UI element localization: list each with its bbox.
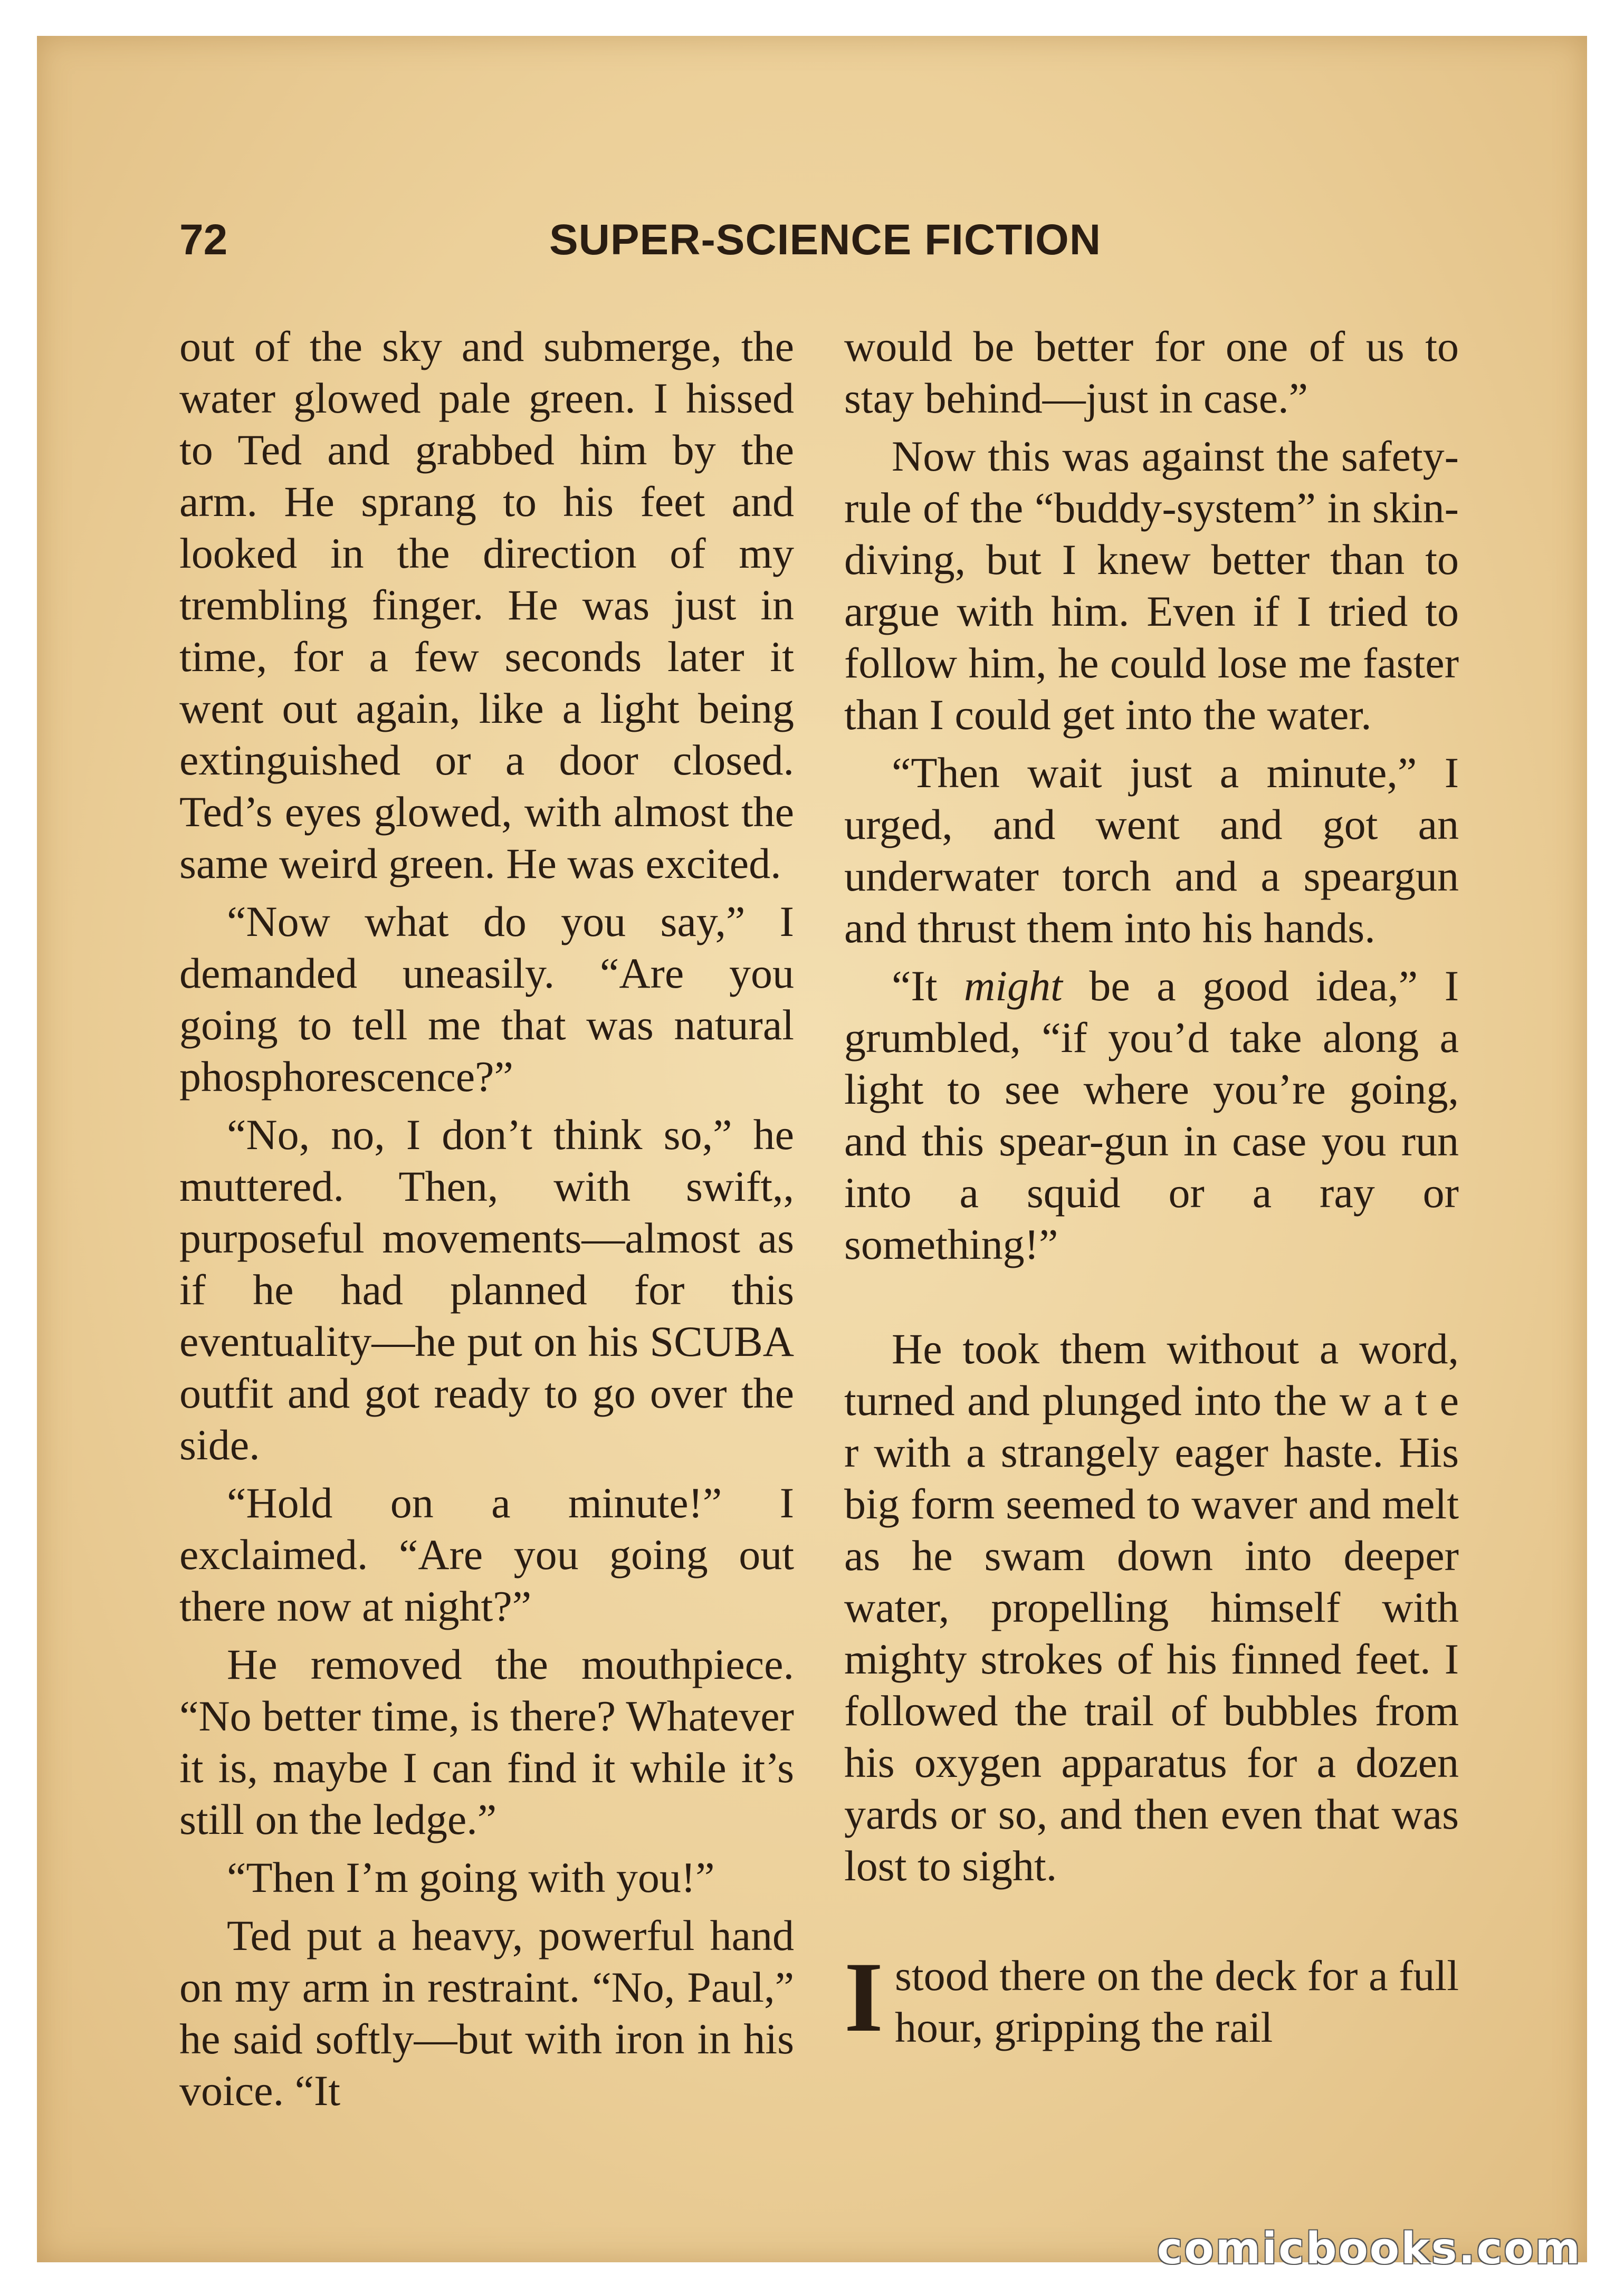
page-number: 72 [179, 216, 228, 264]
text-run: be a good idea,” I grumbled, “if you’d take along a light to see where you’re going, and this spear-gun in case you run into a squid or a ray or something!” [844, 962, 1459, 1268]
paragraph: “Then wait just a minute,” I urged, and went and got an underwater torch and a speargun and thrust them into his hands. [844, 749, 1459, 952]
paragraph [844, 1323, 1459, 1892]
paragraph: “Now what do you say,” I demanded uneasily. “Are you going to tell me that was natural phosphorescence?” [179, 897, 794, 1101]
running-head: SUPER-SCIENCE FICTION [549, 216, 1102, 264]
paragraph [844, 960, 1459, 1270]
text-run: with a strangely eager haste. His big form seemed to waver and melt as he swam down into deeper water, propelling himself with mighty strokes of his finned feet. I followed the trail of bubbles from his oxygen apparatus for a dozen yards or so, and then even that was lost to sight. [844, 1428, 1459, 1890]
paragraph: would be better for one of us to stay behind—just in case.” [844, 322, 1459, 422]
left-column [179, 321, 794, 2123]
paragraph: He removed the mouthpiece. “No better time, is there? Whatever it is, maybe I can find it while it’s still on the ledge.” [179, 1640, 794, 1843]
paragraph: “No, no, I don’t think so,” he muttered. Then, with swift,, purposeful movements—almost as if he had planned for this eventuality—he put on his SCUBA outfit and got ready to go over the side. [179, 1111, 794, 1469]
text-run: He took them without a word, turned and plunged into the [844, 1325, 1459, 1424]
text-run: stood there on the deck for a full hour, gripping the rail [894, 1952, 1459, 2051]
paragraph: “Hold on a minute!” I exclaimed. “Are you going out there now at night?” [179, 1479, 794, 1630]
text-run: “It [892, 962, 964, 1010]
emphasis: might [964, 962, 1063, 1010]
paragraph: out of the sky and submerge, the water glowed pale green. I hissed to Ted and grabbed him by the arm. He sprang to his feet and looked in the direction of my trembling finger. He was just in time, for a few seconds later it went out again, like a light being extinguished or a door closed. Ted’s eyes glowed, with almost the same weird green. He was excited. [179, 322, 794, 887]
watermark: comicbooks.com [1157, 2224, 1582, 2274]
drop-cap: I [844, 1942, 883, 2053]
paragraph: Now this was against the safety-rule of the “buddy-system” in skin-diving, but I knew better than to argue with him. Even if I tried to follow him, he could lose me faster than I could get into the water. [844, 432, 1459, 739]
page-header [179, 215, 1471, 273]
paragraph [844, 1942, 1459, 2053]
right-column [844, 321, 1459, 2060]
magazine-page [37, 36, 1587, 2262]
paragraph: Ted put a heavy, powerful hand on my arm in restraint. “No, Paul,” he said softly—but with iron in his voice. “It [179, 1911, 794, 2115]
spaced-word: w a t e r [844, 1376, 1459, 1476]
paragraph: “Then I’m going with you!” [227, 1853, 715, 1901]
